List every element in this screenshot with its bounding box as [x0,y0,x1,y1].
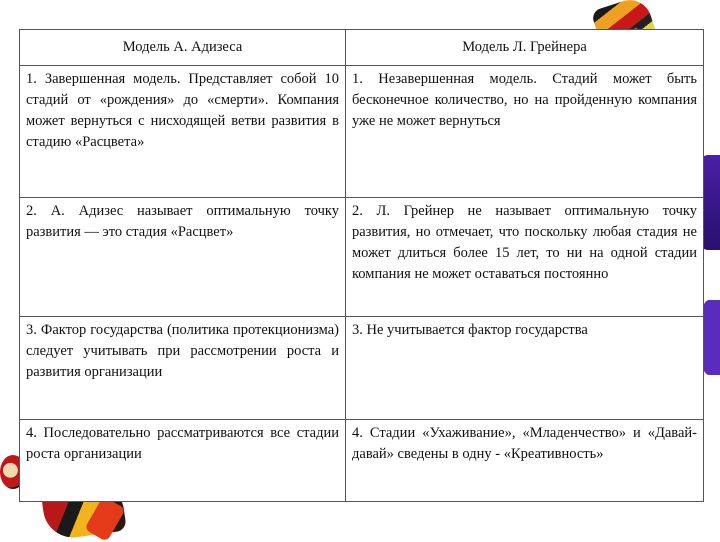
cell-adizes: 2. А. Адизес называет оптимальную точку развития — это стадия «Расцвет» [20,198,346,317]
comparison-table [19,29,704,502]
cell-greiner: 4. Стадии «Ухаживание», «Младенчество» и «Давай-давай» сведены в одну - «Креативность» [346,420,704,502]
cell-greiner: 1. Незавершенная модель. Стадий может быть бесконечное количество, но на пройденную компания уже не может вернуться [346,66,704,198]
header-greiner: Модель Л. Грейнера [346,30,704,66]
cell-greiner: 3. Не учитывается фактор государства [346,317,704,420]
cell-adizes: 3. Фактор государства (политика протекционизма) следует учитывать при рассмотрении роста и развития организации [20,317,346,420]
table-row [20,198,704,317]
table-row [20,317,704,420]
table-header-row [20,30,704,66]
cell-adizes: 4. Последовательно рассматриваются все стадии роста организации [20,420,346,502]
header-adizes: Модель А. Адизеса [20,30,346,66]
cell-adizes: 1. Завершенная модель. Представляет собой 10 стадий от «рождения» до «смерти». Компания может вернуться с нисходящей ветви развития в стадию «Расцвета» [20,66,346,198]
cell-greiner: 2. Л. Грейнер не называет оптимальную точку развития, но отмечает, что поскольку любая стадия не может длиться более 15 лет, то ни на одной стадии компания не может оставаться постоянно [346,198,704,317]
table-row [20,66,704,198]
table-row [20,420,704,502]
